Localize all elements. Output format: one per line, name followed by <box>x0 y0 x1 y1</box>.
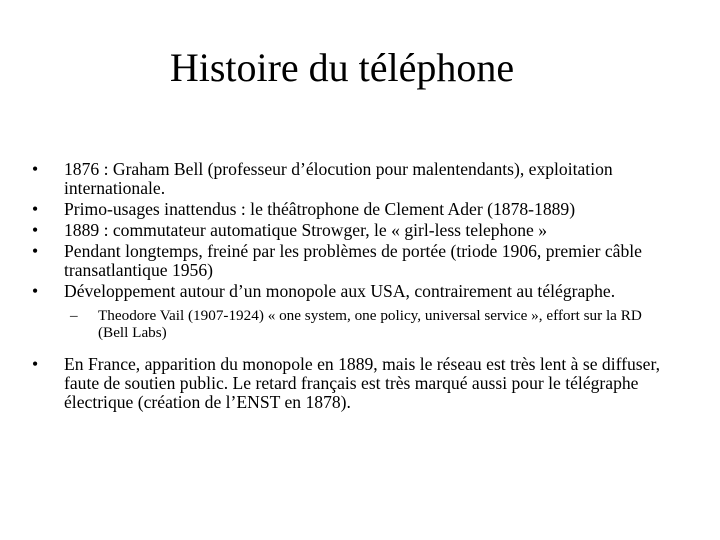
bullet-item <box>28 221 668 240</box>
bullet-marker: • <box>32 159 39 179</box>
bullet-marker: • <box>32 220 39 240</box>
bullet-text: Pendant longtemps, freiné par les problèmes de portée (triode 1906, premier câble transatlantique 1956) <box>64 241 642 280</box>
bullet-marker: • <box>32 354 39 374</box>
sub-bullet-marker: – <box>70 307 78 324</box>
bullet-list <box>28 160 668 414</box>
slide-title: Histoire du téléphone <box>169 45 515 90</box>
bullet-marker: • <box>32 281 39 301</box>
bullet-text: 1876 : Graham Bell (professeur d’élocution pour malentendants), exploitation internationale. <box>64 159 613 198</box>
bullet-item <box>28 355 668 412</box>
bullet-item <box>28 200 668 219</box>
bullet-text: Développement autour d’un monopole aux USA, contrairement au télégraphe. <box>64 281 616 301</box>
bullet-text: Primo-usages inattendus : le théâtrophone de Clement Ader (1878-1889) <box>64 199 576 219</box>
bullet-item <box>28 242 668 280</box>
bullet-text: 1889 : commutateur automatique Strowger, le « girl-less telephone » <box>64 220 548 240</box>
bullet-item <box>28 160 668 198</box>
bullet-text: En France, apparition du monopole en 1889, mais le réseau est très lent à se diffuser, faute de soutien public. Le retard français est très marqué aussi pour le télégraphe électrique (création de l’ENST en 1878). <box>64 354 661 412</box>
bullet-marker: • <box>32 241 39 261</box>
bullet-item <box>28 282 668 301</box>
sub-bullet-text: Theodore Vail (1907-1924) « one system, one policy, universal service », effort sur la RD (Bell Labs) <box>98 307 642 341</box>
sub-bullet-item <box>28 307 668 341</box>
bullet-marker: • <box>32 199 39 219</box>
